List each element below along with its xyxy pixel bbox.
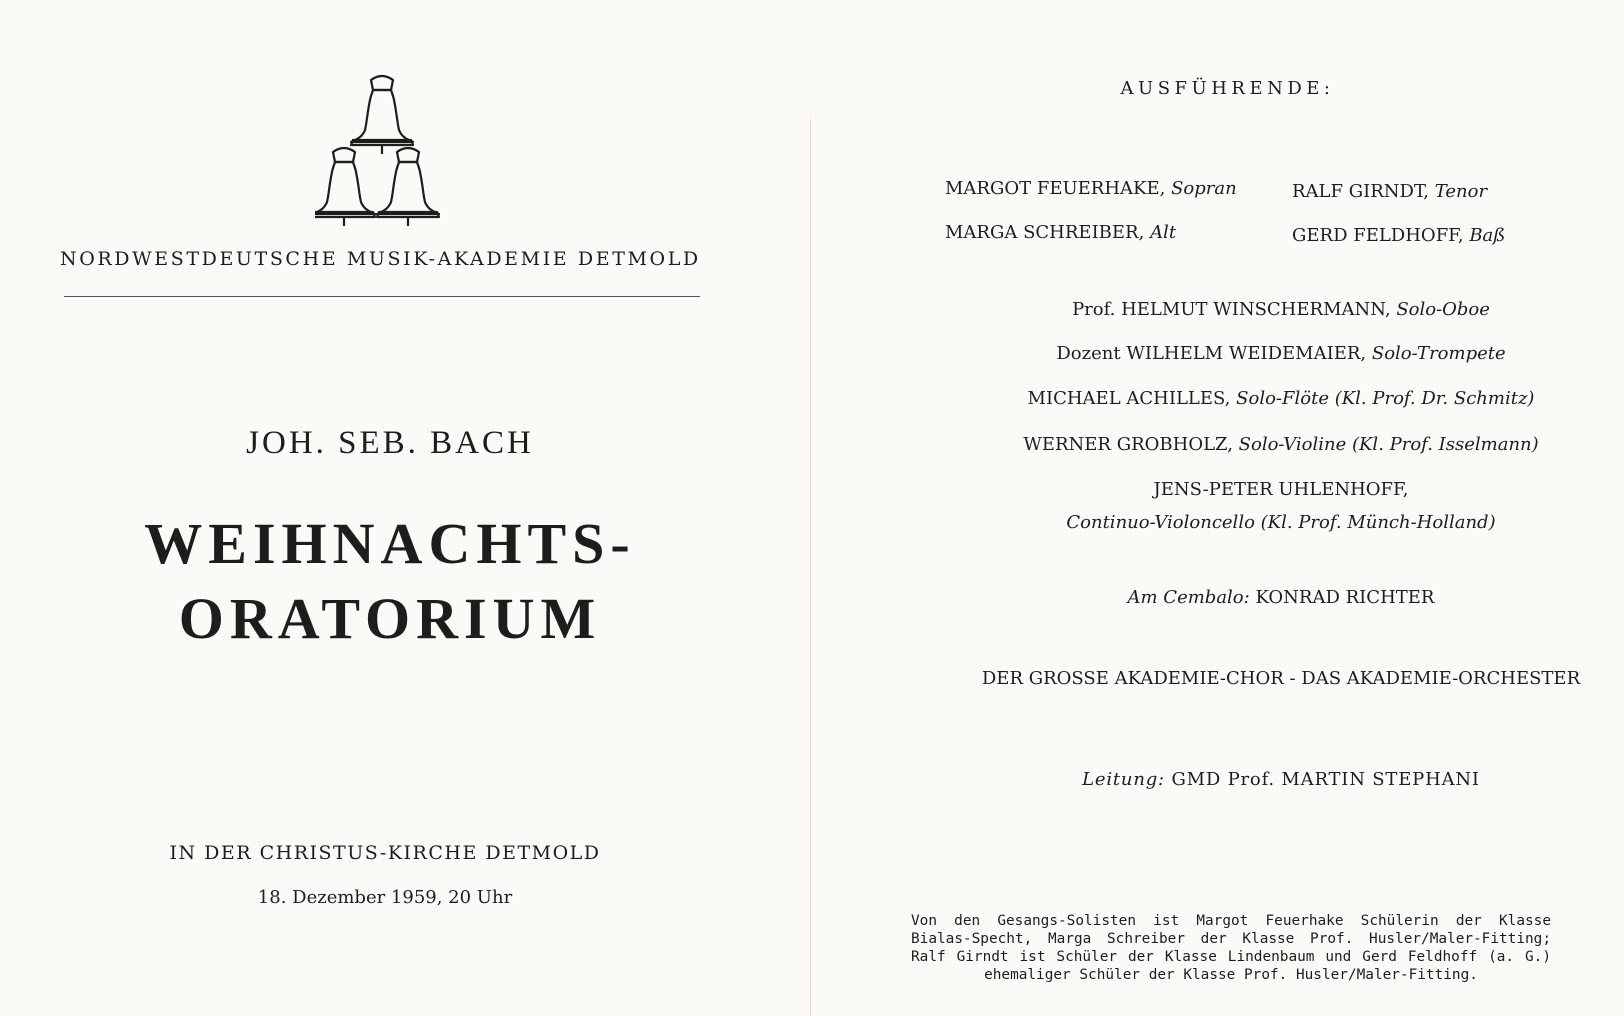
cellist-name: JENS-PETER UHLENHOFF,	[1153, 479, 1409, 500]
three-bells-logo	[315, 74, 449, 226]
cembalo-label: Am Cembalo:	[1127, 587, 1250, 608]
footnote	[911, 912, 1551, 984]
instrumentalist-violin	[931, 434, 1624, 455]
header-rule	[64, 296, 700, 297]
soloist-role: Alt	[1150, 222, 1177, 243]
instrumentalist-trumpet	[931, 343, 1624, 364]
soloist-role: Baß	[1469, 225, 1506, 246]
leitung-label: Leitung:	[1082, 769, 1165, 790]
performer-role: Solo-Violine (Kl. Prof. Isselmann)	[1238, 434, 1539, 455]
title-line-1: WEIHNACHTS-	[144, 511, 636, 576]
performer-name: WILHELM WEIDEMAIER,	[1126, 343, 1367, 364]
title-prefix: Prof.	[1072, 299, 1116, 320]
soloist-soprano	[945, 178, 1237, 199]
cellist-role: Continuo-Violoncello (Kl. Prof. Münch-Holland)	[1066, 512, 1496, 533]
composer: JOH. SEB. BACH	[246, 425, 534, 461]
performer-role: Solo-Trompete	[1371, 343, 1506, 364]
performer-name: HELMUT WINSCHERMANN,	[1121, 299, 1391, 320]
soloist-bass	[1292, 225, 1505, 246]
performers-heading: AUSFÜHRENDE:	[1120, 78, 1335, 99]
concert-date: 18. Dezember 1959, 20 Uhr	[257, 887, 513, 908]
academy-name: NORDWESTDEUTSCHE MUSIK-AKADEMIE DETMOLD	[60, 248, 701, 270]
cembalo-player: KONRAD RICHTER	[1255, 587, 1435, 608]
leitung-line	[931, 769, 1624, 790]
soloist-name: MARGA SCHREIBER,	[945, 222, 1145, 243]
performer-role: Solo-Oboe	[1396, 299, 1490, 320]
performer-name: MICHAEL ACHILLES,	[1027, 388, 1231, 409]
performer-role: Solo-Flöte (Kl. Prof. Dr. Schmitz)	[1236, 388, 1535, 409]
venue: IN DER CHRISTUS-KIRCHE DETMOLD	[169, 842, 601, 864]
ensembles: DER GROSSE AKADEMIE-CHOR - DAS AKADEMIE-ORCHESTER	[981, 668, 1581, 689]
soloist-name: GERD FELDHOFF,	[1292, 225, 1464, 246]
soloist-name: MARGOT FEUERHAKE,	[945, 178, 1166, 199]
instrumentalist-flute	[931, 388, 1624, 409]
title-line-2: ORATORIUM	[178, 586, 602, 651]
soloist-role: Sopran	[1171, 178, 1237, 199]
conductor: GMD Prof. MARTIN STEPHANI	[1171, 769, 1480, 790]
soloist-name: RALF GIRNDT,	[1292, 181, 1430, 202]
instrumentalist-oboe	[931, 299, 1624, 320]
performer-name: WERNER GROBHOLZ,	[1023, 434, 1233, 455]
right-page	[811, 0, 1624, 1016]
footnote-line: ehemaliger Schüler der Klasse Prof. Husler/Maler-Fitting.	[984, 967, 1478, 983]
footnote-line: Ralf Girndt ist Schüler der Klasse Lindenbaum und Gerd Feldhoff (a. G.)	[911, 949, 1551, 965]
footnote-line: Bialas-Specht, Marga Schreiber der Klasse Prof. Husler/Maler-Fitting;	[911, 931, 1551, 947]
soloist-alto	[945, 222, 1176, 243]
soloist-role: Tenor	[1434, 181, 1488, 202]
left-page	[0, 0, 810, 1016]
soloist-tenor	[1292, 181, 1487, 202]
cembalo-line	[931, 587, 1624, 608]
footnote-line: Von den Gesangs-Solisten ist Margot Feuerhake Schülerin der Klasse	[911, 913, 1551, 929]
title-prefix: Dozent	[1056, 343, 1121, 364]
